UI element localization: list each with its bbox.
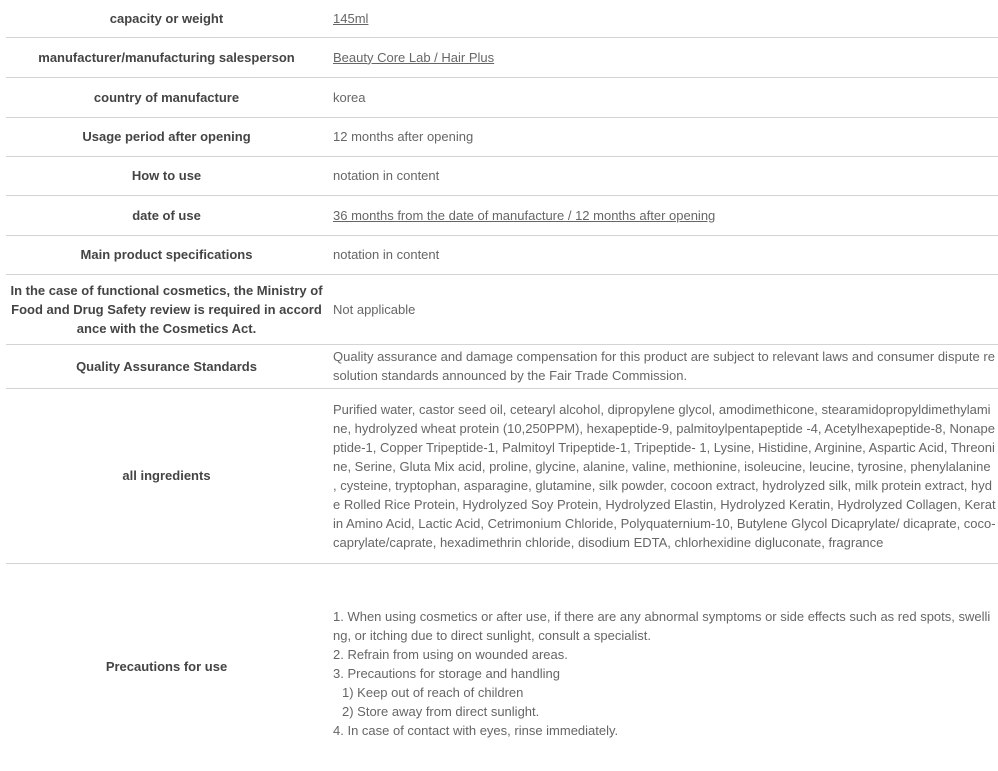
row-label: manufacturer/manufacturing salesperson bbox=[6, 37, 327, 77]
specifications-value: notation in content bbox=[327, 235, 998, 274]
date-of-use-value bbox=[327, 195, 998, 235]
table-row bbox=[6, 195, 998, 235]
table-row bbox=[6, 0, 998, 37]
table-row bbox=[6, 37, 998, 77]
manufacturer-value bbox=[327, 37, 998, 77]
table-row bbox=[6, 235, 998, 274]
precaution-line: 1. When using cosmetics or after use, if there are any abnormal symptoms or side effects such as red spots, swelling, or itching due to direct sunlight, consult a specialist. bbox=[333, 608, 991, 643]
precaution-line: 2. Refrain from using on wounded areas. bbox=[333, 646, 568, 662]
capacity-link[interactable]: 145ml bbox=[333, 10, 369, 26]
product-info-table bbox=[6, 0, 998, 769]
precaution-line: 3. Precautions for storage and handling bbox=[333, 665, 560, 681]
usage-period-value: 12 months after opening bbox=[327, 117, 998, 156]
row-label: Main product specifications bbox=[6, 235, 327, 274]
table-row bbox=[6, 117, 998, 156]
table-row bbox=[6, 77, 998, 117]
country-value: korea bbox=[327, 77, 998, 117]
ingredients-value: Purified water, castor seed oil, cetearyl alcohol, dipropylene glycol, amodimethicone, stearamidopropyldimethylamine, hydrolyzed wheat protein (10,250PPM), hexapeptide-9, palmitoylpentapeptide -4, Acetylhexapeptide-8, Nonapeptide-1, Copper Tripeptide-1, Palmitoyl Tripeptide-1, Tripeptide- 1, Lysine, Histidine, Arginine, Aspartic Acid, Threonine, Serine, Gluta Mix acid, proline, glycine, alanine, valine, methionine, isoleucine, leucine, tyrosine, phenylalanine , cysteine, tryptophan, asparagine, glutamine, silk powder, cocoon extract, hydrolyzed silk, milk protein extract, hyde Rolled Rice Protein, Hydrolyzed Soy Protein, Hydrolyzed Elastin, Hydrolyzed Keratin, Hydrolyzed Collagen, Keratin Amino Acid, Lactic Acid, Cetrimonium Chloride, Polyquaternium-10, Butylene Glycol Dicaprylate/ dicaprate, coco-caprylate/caprate, hexadimethrin chloride, disodium EDTA, chlorhexidine digluconate, fragrance bbox=[327, 388, 998, 563]
capacity-value bbox=[327, 0, 998, 37]
row-label: country of manufacture bbox=[6, 77, 327, 117]
row-label: capacity or weight bbox=[6, 0, 327, 37]
table-row bbox=[6, 388, 998, 563]
row-label: In the case of functional cosmetics, the Ministry of Food and Drug Safety review is required in accordance with the Cosmetics Act. bbox=[6, 274, 327, 344]
table-row bbox=[6, 563, 998, 769]
date-of-use-link[interactable]: 36 months from the date of manufacture / 12 months after opening bbox=[333, 207, 716, 223]
row-label: all ingredients bbox=[6, 388, 327, 563]
row-label: How to use bbox=[6, 156, 327, 195]
precaution-line: 2) Store away from direct sunlight. bbox=[342, 703, 540, 719]
row-label: Quality Assurance Standards bbox=[6, 344, 327, 388]
table-row bbox=[6, 274, 998, 344]
manufacturer-link[interactable]: Beauty Core Lab / Hair Plus bbox=[333, 49, 495, 65]
row-label: Usage period after opening bbox=[6, 117, 327, 156]
precaution-line: 1) Keep out of reach of children bbox=[342, 684, 524, 700]
functional-cosmetics-value: Not applicable bbox=[327, 274, 998, 344]
row-label: date of use bbox=[6, 195, 327, 235]
precaution-line: 4. In case of contact with eyes, rinse immediately. bbox=[333, 722, 619, 738]
table-row bbox=[6, 156, 998, 195]
quality-assurance-value: Quality assurance and damage compensation for this product are subject to relevant laws and consumer dispute resolution standards announced by the Fair Trade Commission. bbox=[327, 344, 998, 388]
precautions-value bbox=[327, 563, 998, 769]
row-label: Precautions for use bbox=[105, 658, 228, 674]
how-to-use-value: notation in content bbox=[327, 156, 998, 195]
table-row bbox=[6, 344, 998, 388]
